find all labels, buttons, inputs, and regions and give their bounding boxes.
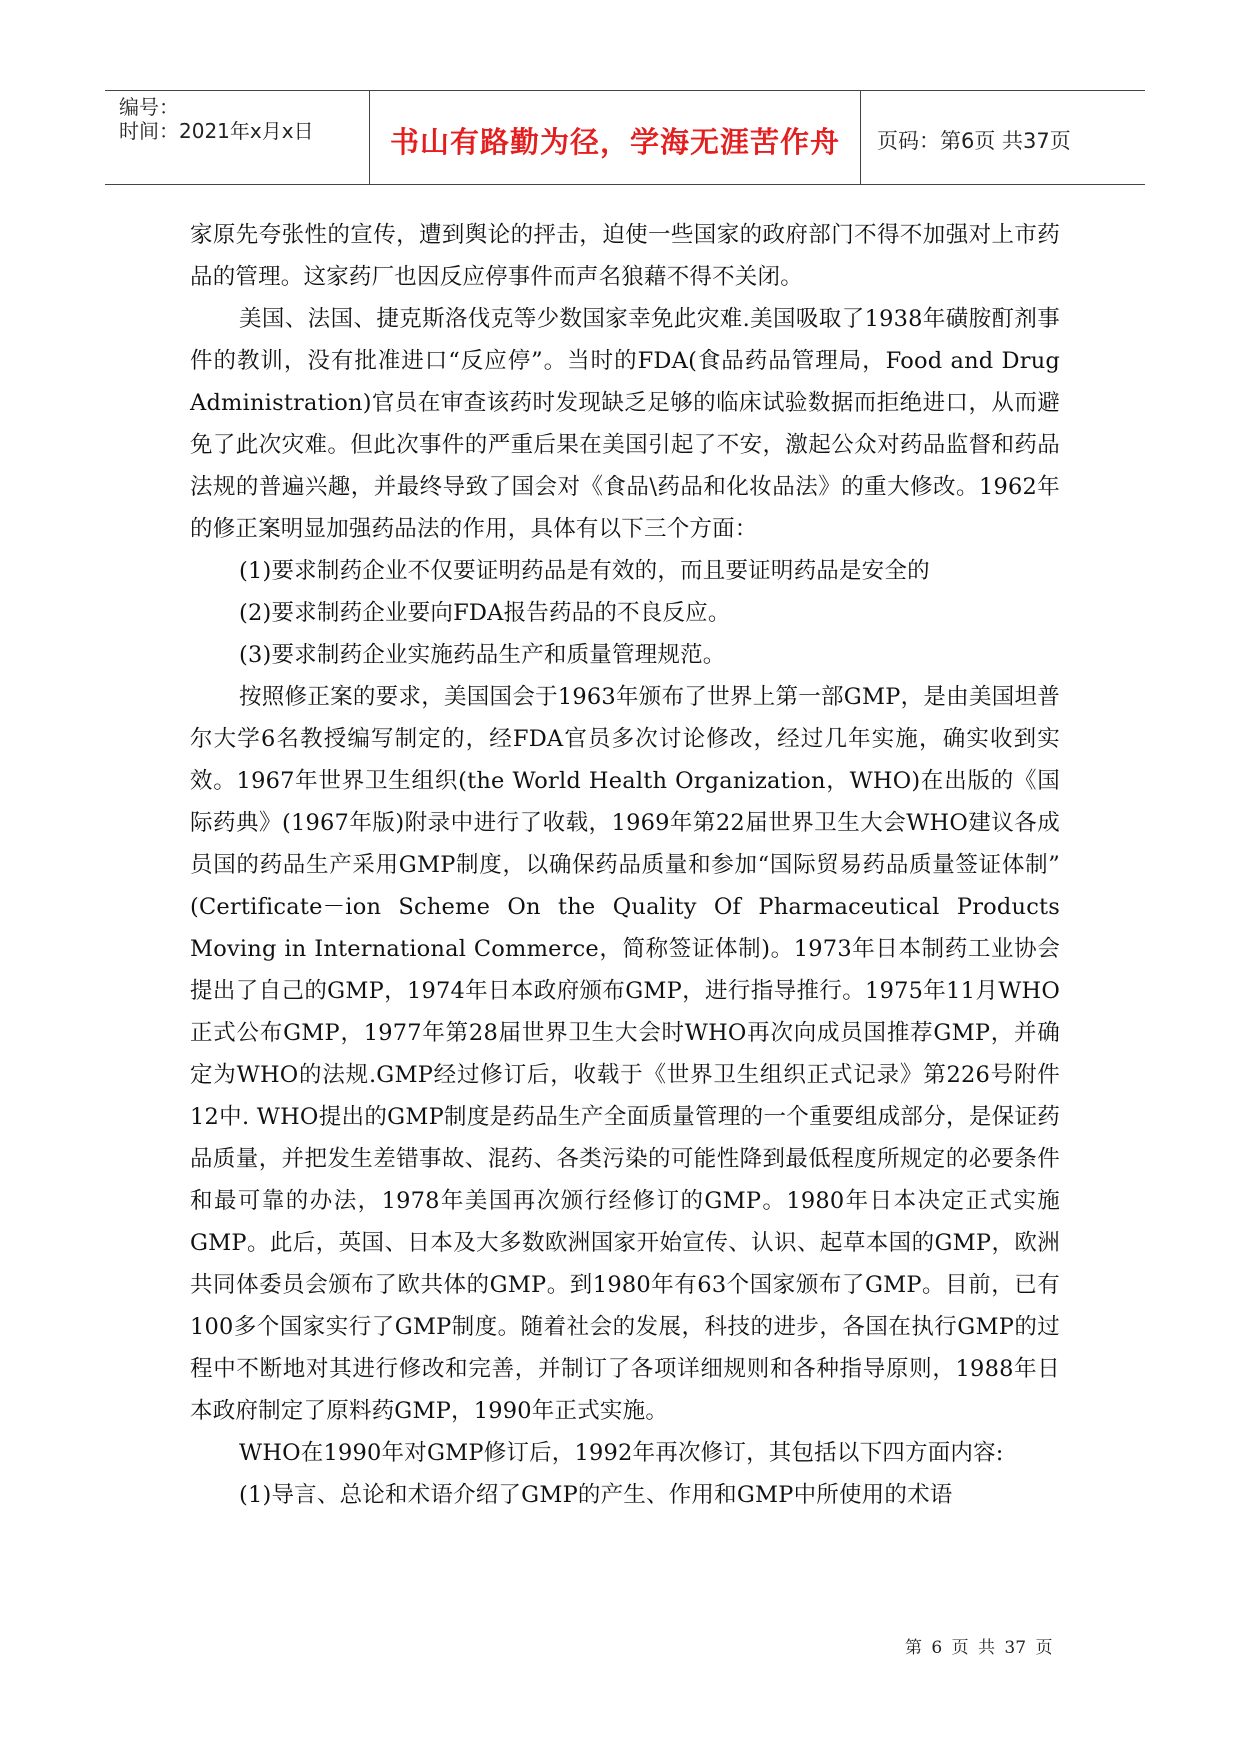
list-item: (1)要求制药企业不仅要证明药品是有效的，而且要证明药品是安全的 bbox=[239, 558, 930, 584]
list-item: (2)要求制药企业要向FDA报告药品的不良反应。 bbox=[239, 600, 731, 626]
paragraph-who-revision: WHO在1990年对GMP修订后，1992年再次修订，其包括以下四方面内容: bbox=[239, 1440, 1004, 1466]
header-motto-cell bbox=[369, 91, 861, 184]
header-page-label: 页码：第6页 共37页 bbox=[877, 129, 1071, 153]
header-motto: 书山有路勤为径，学海无涯苦作舟 bbox=[389, 125, 840, 159]
paragraph-continuation: 家原先夸张性的宣传，遭到舆论的抨击，迫使一些国家的政府部门不得不加强对上市药品的管理。这家药厂也因反应停事件而声名狼藉不得不关闭。 bbox=[190, 222, 1060, 290]
list-item: (3)要求制药企业实施药品生产和质量管理规范。 bbox=[239, 642, 726, 668]
list-item: (1)导言、总论和术语介绍了GMP的产生、作用和GMP中所使用的术语 bbox=[239, 1482, 953, 1508]
document-header bbox=[105, 90, 1145, 185]
document-time-label: 时间：2021年x月x日 bbox=[119, 119, 314, 143]
page-footer: 第 6 页 共 37 页 bbox=[905, 1638, 1053, 1658]
document-number-label: 编号： bbox=[119, 95, 179, 119]
document-body bbox=[190, 214, 1060, 1516]
paragraph-us-history: 美国、法国、捷克斯洛伐克等少数国家幸免此灾难.美国吸取了1938年磺胺酊剂事件的教训，没有批准进口“反应停”。当时的FDA(食品药品管理局，Food and Drug Administration)官员在审查该药时发现缺乏足够的临床试验数据而拒绝进口，从而避免了此次灾难。但此次事件的严重后果在美国引起了不安，激起公众对药品监督和药品法规的普遍兴趣，并最终导致了国会对《食品\药品和化妆品法》的重大修改。1962年的修正案明显加强药品法的作用，具体有以下三个方面： bbox=[190, 306, 1060, 542]
header-info-cell bbox=[105, 91, 369, 184]
header-page-cell bbox=[859, 91, 1145, 184]
paragraph-gmp-history: 按照修正案的要求，美国国会于1963年颁布了世界上第一部GMP，是由美国坦普尔大学6名教授编写制定的，经FDA官员多次讨论修改，经过几年实施，确实收到实效。1967年世界卫生组织(the World Health Organization，WHO)在出版的《国际药典》(1967年版)附录中进行了收载，1969年第22届世界卫生大会WHO建议各成员国的药品生产采用GMP制度，以确保药品质量和参加“国际贸易药品质量签证体制” (Certificate－ion Scheme On the Quality Of Pharmaceutical Products Moving in International Commerce，简称签证体制)。1973年日本制药工业协会提出了自己的GMP，1974年日本政府颁布GMP，进行指导推行。1975年11月WHO正式公布GMP，1977年第28届世界卫生大会时WHO再次向成员国推荐GMP，并确定为WHO的法规.GMP经过修订后，收载于《世界卫生组织正式记录》第226号附件12中. WHO提出的GMP制度是药品生产全面质量管理的一个重要组成部分，是保证药品质量，并把发生差错事故、混药、各类污染的可能性降到最低程度所规定的必要条件和最可靠的办法，1978年美国再次颁行经修订的GMP。1980年日本决定正式实施GMP。此后，英国、日本及大多数欧洲国家开始宣传、认识、起草本国的GMP，欧洲共同体委员会颁布了欧共体的GMP。到1980年有63个国家颁布了GMP。目前，已有100多个国家实行了GMP制度。随着社会的发展，科技的进步，各国在执行GMP的过程中不断地对其进行修改和完善，并制订了各项详细规则和各种指导原则，1988年日本政府制定了原料药GMP，1990年正式实施。 bbox=[190, 684, 1060, 1424]
